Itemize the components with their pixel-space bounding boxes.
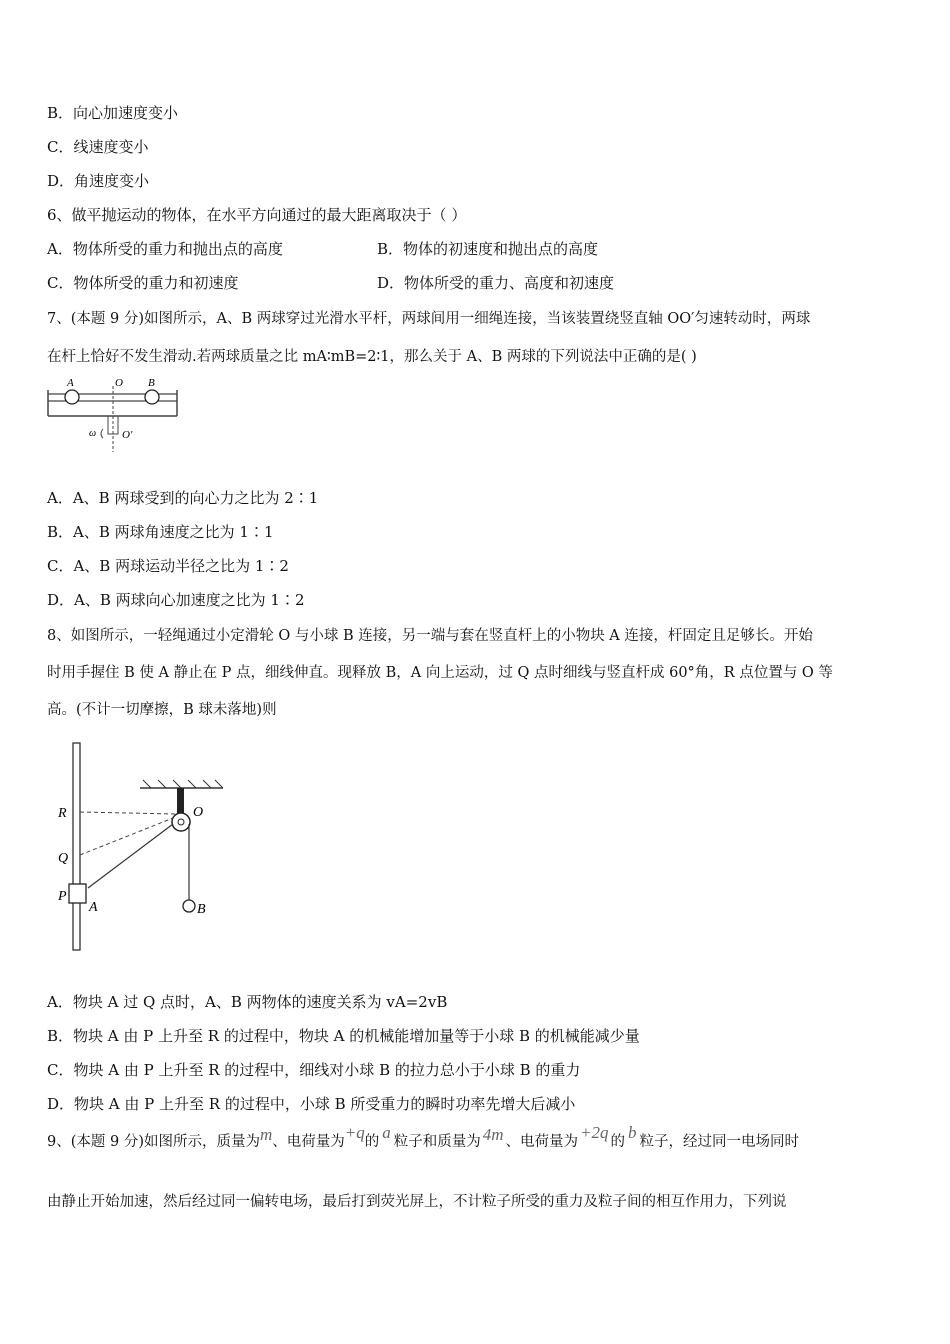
q9-b: b xyxy=(628,1123,637,1142)
q6-option-b: B．物体的初速度和抛出点的高度 xyxy=(377,240,599,258)
q8-option-d: D．物块 A 由 P 上升至 R 的过程中，小球 B 所受重力的瞬时功率先增大后减小 xyxy=(47,1095,576,1113)
q7-stem-line1: 7、(本题 9 分)如图所示，A、B 两球穿过光滑水平杆，两球间用一细绳连接，当该装置绕竖直轴 OO′匀速转动时，两球 xyxy=(47,311,811,327)
label-omega: ω xyxy=(89,428,97,439)
label-o: O xyxy=(193,805,204,820)
q9-sep1: 、电荷量为 xyxy=(272,1134,345,1150)
q7-option-a: A．A、B 两球受到的向心力之比为 2∶1 xyxy=(47,489,319,507)
q7-option-c: C．A、B 两球运动半径之比为 1∶2 xyxy=(47,557,289,575)
q8-pulley-figure xyxy=(55,740,230,955)
q7-option-d: D．A、B 两球向心加速度之比为 1∶2 xyxy=(47,591,305,609)
q9-q1: +q xyxy=(344,1123,365,1142)
q6-option-d: D．物体所受的重力、高度和初速度 xyxy=(377,274,615,292)
q9-m: m xyxy=(259,1125,273,1144)
q9-q2: +2q xyxy=(580,1123,609,1142)
q9-sep2: 、电荷量为 xyxy=(505,1134,579,1150)
label-p: P xyxy=(58,889,67,904)
q9-stem-line2: 由静止开始加速，然后经过同一偏转电场，最后打到荧光屏上，不计粒子所受的重力及粒子间的相互作用力，下列说 xyxy=(47,1194,787,1210)
q7-option-b: B．A、B 两球角速度之比为 1∶1 xyxy=(47,523,274,541)
label-a: A xyxy=(89,900,98,915)
q9-of1: 的 xyxy=(364,1134,380,1150)
ball-b xyxy=(183,900,195,912)
q8-stem-line1: 8、如图所示，一轻绳通过小定滑轮 O 与小球 B 连接，另一端与套在竖直杆上的小物块 A 连接，杆固定且足够长。开始 xyxy=(47,628,813,644)
q6-option-c: C．物体所受的重力和初速度 xyxy=(47,274,239,292)
q9-tail: 粒子，经过同一电场同时 xyxy=(639,1134,800,1150)
q9-of2: 的 xyxy=(610,1134,626,1150)
label-o-prime: O′ xyxy=(122,429,133,441)
q8-stem-line3: 高。(不计一切摩擦，B 球未落地)则 xyxy=(47,702,277,718)
q6-stem: 6、做平抛运动的物体，在水平方向通过的最大距离取决于（ ） xyxy=(47,206,467,224)
q9-4m: 4m xyxy=(482,1125,504,1144)
q9-mid: 粒子和质量为 xyxy=(393,1134,481,1150)
q5-option-c: C．线速度变小 xyxy=(47,138,149,156)
ball-b xyxy=(145,390,159,404)
q9-a: a xyxy=(382,1123,391,1142)
label-q: Q xyxy=(58,851,69,866)
q8-option-c: C．物块 A 由 P 上升至 R 的过程中，细线对小球 B 的拉力总小于小球 B 的重力 xyxy=(47,1061,581,1079)
block-a xyxy=(69,884,86,903)
q8-option-a: A．物块 A 过 Q 点时，A、B 两物体的速度关系为 vA=2vB xyxy=(47,993,448,1011)
label-a: A xyxy=(67,377,74,389)
label-o: O xyxy=(115,377,123,389)
label-b: B xyxy=(197,902,206,917)
q7-rod-figure xyxy=(45,374,185,456)
q6-option-a: A．物体所受的重力和抛出点的高度 xyxy=(47,240,283,258)
q7-stem-line2: 在杆上恰好不发生滑动.若两球质量之比 mA∶mB=2∶1，那么关于 A、B 两球的下列说法中正确的是( ) xyxy=(47,349,697,365)
label-r: R xyxy=(58,806,67,821)
ball-a xyxy=(65,390,79,404)
q5-option-b: B．向心加速度变小 xyxy=(47,104,179,122)
q5-option-d: D．角速度变小 xyxy=(47,172,150,190)
q9-prefix: 9、(本题 9 分)如图所示，质量为 xyxy=(47,1134,260,1150)
q8-stem-line2: 时用手握住 B 使 A 静止在 P 点，细线伸直。现释放 B，A 向上运动，过 Q 点时细线与竖直杆成 60°角，R 点位置与 O 等 xyxy=(47,665,833,681)
q8-option-b: B．物块 A 由 P 上升至 R 的过程中，物块 A 的机械能增加量等于小球 B 的机械能减少量 xyxy=(47,1027,640,1045)
label-b: B xyxy=(148,377,155,389)
q9-stem-line1 xyxy=(47,1123,907,1151)
